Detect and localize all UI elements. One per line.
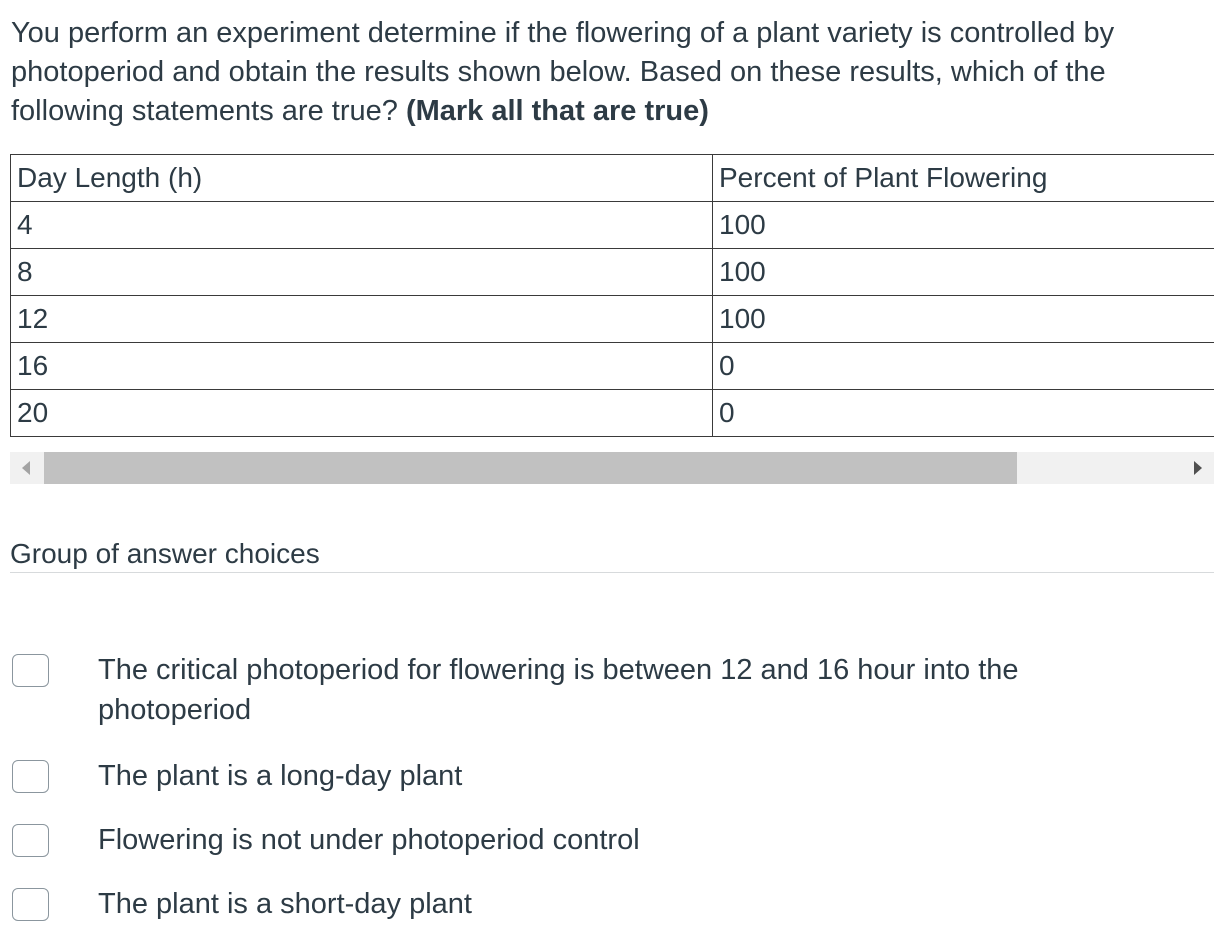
answer-checkbox[interactable] (12, 824, 49, 857)
table-row (11, 249, 1215, 296)
scrollbar-thumb[interactable] (44, 452, 1017, 484)
answer-checkbox[interactable] (12, 760, 49, 793)
question-text (11, 14, 1206, 131)
table-row (11, 296, 1215, 343)
cell-day-length: 8 (11, 249, 713, 296)
answer-checkbox[interactable] (12, 888, 49, 921)
table-row (11, 390, 1215, 437)
table-row (11, 343, 1215, 390)
question-emphasis: (Mark all that are true) (405, 95, 709, 127)
cell-percent-flowering: 100 (713, 202, 1215, 249)
answer-checkbox[interactable] (12, 654, 49, 687)
answer-label: The plant is a short-day plant (98, 888, 472, 920)
question-prompt: You perform an experiment determine if the flowering of a plant variety is controlled by photoperiod and obtain the results shown below. Based on these results, which of the following statements are true? (11, 17, 1115, 127)
results-table-container (10, 154, 1214, 486)
cell-day-length: 20 (11, 390, 713, 437)
caret-right-icon[interactable] (1194, 461, 1202, 475)
cell-percent-flowering: 0 (713, 390, 1215, 437)
header-percent-flowering: Percent of Plant Flowering (713, 155, 1215, 202)
cell-percent-flowering: 100 (713, 249, 1215, 296)
answer-label: The plant is a long-day plant (98, 760, 463, 792)
cell-day-length: 4 (11, 202, 713, 249)
cell-percent-flowering: 0 (713, 343, 1215, 390)
answer-label: Flowering is not under photoperiod control (98, 824, 640, 856)
caret-left-icon[interactable] (22, 461, 30, 475)
cell-day-length: 16 (11, 343, 713, 390)
header-day-length: Day Length (h) (11, 155, 713, 202)
table-header-row (11, 155, 1215, 202)
cell-day-length: 12 (11, 296, 713, 343)
results-table (10, 154, 1214, 437)
answer-label: The critical photoperiod for flowering is between 12 and 16 hour into the photoperiod (98, 654, 1019, 726)
table-row (11, 202, 1215, 249)
answer-group-label: Group of answer choices (10, 536, 1214, 573)
cell-percent-flowering: 100 (713, 296, 1215, 343)
table-horizontal-scrollbar[interactable] (10, 452, 1214, 484)
